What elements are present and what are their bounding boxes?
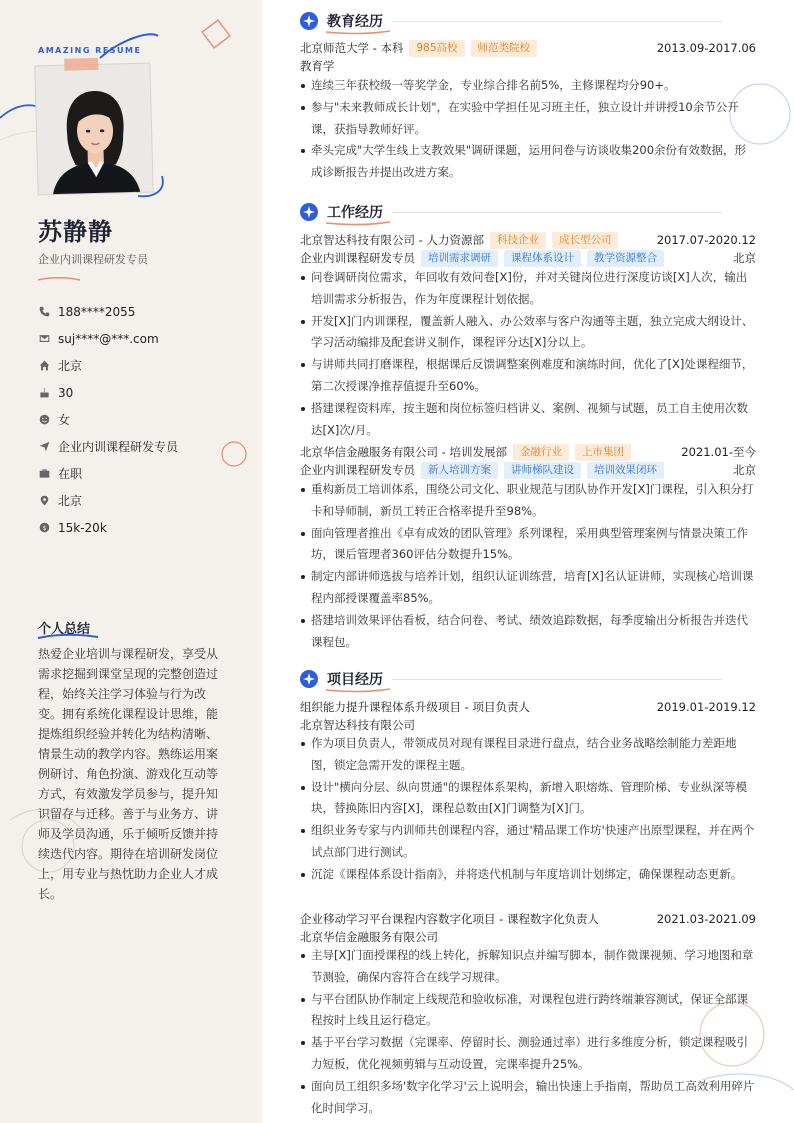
summary-text: 热爱企业培训与课程研发，享受从需求挖掘到课堂呈现的完整创造过程，始终关注学习体验与行为改变。拥有系统化课程设计思维，能提炼组织经验并转化为结构清晰、情景生动的教学内容。熟练运用案例研讨、角色扮演、游戏化互动等方式，有效激发学员参与，提升知识留存与迁移。善于与业务方、讲师及学员沟通，乐于倾听反馈并持续迭代内容。期待在培训研发岗位上，用专业与热忱助力企业人才成长。 <box>38 647 219 901</box>
education-major: 教育学 <box>300 59 335 73</box>
project-org: 北京华信金融服务有限公司 <box>300 930 438 944</box>
list-item: 问卷调研岗位需求，年回收有效问卷[X]份，并对关键岗位进行深度访谈[X]人次，输出培训需求分析报告，作为年度课程计划依据。 <box>300 267 756 311</box>
list-item: 牵头完成"大学生线上支教效果"调研课题，运用问卷与访谈收集200余份有效数据，形成诊断报告并提出改进方案。 <box>300 140 756 184</box>
list-item: 面向员工组织多场'数字化学习'云上说明会，输出快速上手指南，帮助员工高效利用碎片化时间学习。 <box>300 1076 756 1120</box>
info-home-text: 北京 <box>58 359 83 373</box>
list-item: 作为项目负责人，带领成员对现有课程目录进行盘点，结合业务战略绘制能力差距地图，锁定急需开发的课程主题。 <box>300 733 756 777</box>
list-item: 沉淀《课程体系设计指南》，并将迭代机制与年度培训计划绑定，确保课程动态更新。 <box>300 864 756 886</box>
projects-underline <box>326 687 390 693</box>
projects-rule <box>392 679 722 680</box>
job-position: 企业内训课程研发专员 <box>300 251 415 265</box>
info-email-text: suj****@***.com <box>58 331 159 346</box>
info-salary-text: 15k-20k <box>58 520 107 535</box>
project-bullets <box>300 733 756 886</box>
summary-underline <box>38 633 98 641</box>
svg-text:$: $ <box>42 524 46 532</box>
info-status-text: 在职 <box>58 467 83 481</box>
job-company-tag: 金融行业 <box>513 444 569 461</box>
education-title: 教育经历 <box>327 14 383 30</box>
cake-icon <box>38 387 50 399</box>
list-item: 搭建课程资料库，按主题和岗位标签归档讲义、案例、视频与试题，员工自主使用次数达[X]次/月。 <box>300 398 756 442</box>
info-gender-text: 女 <box>58 413 71 427</box>
work-title: 工作经历 <box>327 205 383 221</box>
project-org-row <box>300 716 756 734</box>
list-item: 重构新员工培训体系，围绕公司文化、职业规范与团队协作开发[X]门课程，引入积分打卡和导师制，新员工转正合格率提升至98%。 <box>300 479 756 523</box>
list-item: 搭建培训效果评估看板，结合问卷、考试、绩效追踪数据，每季度输出分析报告并迭代课程包。 <box>300 610 756 654</box>
list-item: 面向管理者推出《卓有成效的团队管理》系列课程，采用典型管理案例与情景决策工作坊，课后管理者360评估分数提升15%。 <box>300 523 756 567</box>
job-position: 企业内训课程研发专员 <box>300 463 415 477</box>
info-status <box>38 460 248 487</box>
candidate-role: 企业内训课程研发专员 <box>38 253 148 266</box>
job-skill-tag: 培训效果闭环 <box>587 462 664 479</box>
job-city: 北京 <box>733 463 756 477</box>
candidate-name: 苏静静 <box>38 218 113 246</box>
job-company-tag: 上市集团 <box>575 444 631 461</box>
project-name-row <box>300 698 756 716</box>
job-company: 北京华信金融服务有限公司 - 培训发展部 <box>300 445 507 459</box>
briefcase-icon <box>38 468 50 480</box>
info-phone <box>38 298 248 325</box>
role-underline <box>38 276 80 282</box>
section-star-icon <box>300 670 318 688</box>
project-org-row <box>300 928 756 946</box>
project-org: 北京智达科技有限公司 <box>300 718 415 732</box>
list-item: 设计"横向分层、纵向贯通"的课程体系架构，新增入职熔炼、管理阶梯、专业纵深等模块，替换陈旧内容[X]，课程总数由[X]门调整为[X]门。 <box>300 777 756 821</box>
job-skill-tag: 课程体系设计 <box>504 250 581 267</box>
education-tag: 师范类院校 <box>471 40 538 57</box>
job-company-row <box>300 231 756 249</box>
phone-icon <box>38 306 50 318</box>
job-skill-tag: 讲师梯队建设 <box>504 462 581 479</box>
money-icon <box>38 522 50 534</box>
project-name-row <box>300 910 756 928</box>
info-salary <box>38 514 248 541</box>
list-item: 主导[X]门面授课程的线上转化，拆解知识点并编写脚本，制作微课视频、学习地图和章节测验，确保内容符合在线学习规律。 <box>300 945 756 989</box>
job-company-tag: 成长型公司 <box>552 232 619 249</box>
job-skill-tag: 培训需求调研 <box>421 250 498 267</box>
education-rule <box>392 21 722 22</box>
project-period: 2019.01-2019.12 <box>656 700 756 714</box>
education-underline <box>326 29 390 35</box>
projects-title: 项目经历 <box>327 672 383 688</box>
work-underline <box>326 220 390 226</box>
education-school: 北京师范大学 - 本科 <box>300 41 404 55</box>
main-content <box>262 0 794 1123</box>
section-star-icon <box>300 203 318 221</box>
contact-info-list <box>38 298 248 541</box>
education-bullets <box>300 75 756 184</box>
job-bullets <box>300 479 756 653</box>
list-item: 与平台团队协作制定上线规范和验收标准，对课程包进行跨终端兼容测试，保证全部课程按时上线且运行稳定。 <box>300 989 756 1033</box>
work-rule <box>392 212 722 213</box>
send-icon <box>38 441 50 453</box>
brand-label: AMAZING RESUME <box>38 46 142 55</box>
job-bullets <box>300 267 756 441</box>
home-icon <box>38 360 50 372</box>
info-age-text: 30 <box>58 385 74 400</box>
list-item: 连续三年获校级一等奖学金，专业综合排名前5%，主修课程均分90+。 <box>300 75 756 97</box>
section-star-icon <box>300 12 318 30</box>
project-bullets <box>300 945 756 1119</box>
job-city: 北京 <box>733 251 756 265</box>
profile-photo <box>34 63 153 196</box>
info-phone-text: 188****2055 <box>58 304 136 319</box>
list-item: 制定内部讲师选拔与培养计划，组织认证训练营，培育[X]名认证讲师，实现核心培训课程内部授课覆盖率85%。 <box>300 566 756 610</box>
location-pin-icon <box>38 495 50 507</box>
info-email <box>38 325 248 352</box>
info-age <box>38 379 248 406</box>
info-target-role-text: 企业内训课程研发专员 <box>58 440 179 454</box>
info-home <box>38 352 248 379</box>
job-position-row <box>300 249 756 267</box>
profile-photo-frame <box>34 63 153 196</box>
photo-tape <box>64 58 98 71</box>
summary-title: 个人总结 <box>38 622 91 637</box>
project-period: 2021.03-2021.09 <box>656 912 756 926</box>
list-item: 开发[X]门内训课程，覆盖新人融入、办公效率与客户沟通等主题，独立完成大纲设计、学习活动编排及配套讲义制作，课程评分达[X]分以上。 <box>300 311 756 355</box>
info-target-role <box>38 433 248 460</box>
education-tag: 985高校 <box>409 40 464 57</box>
education-major-row <box>300 57 756 75</box>
job-skill-tag: 教学资源整合 <box>587 250 664 267</box>
job-period: 2017.07-2020.12 <box>656 233 756 247</box>
info-city <box>38 487 248 514</box>
info-gender <box>38 406 248 433</box>
face-icon <box>38 414 50 426</box>
project-name: 组织能力提升课程体系升级项目 - 项目负责人 <box>300 700 530 714</box>
info-city-text: 北京 <box>58 494 83 508</box>
job-period: 2021.01-至今 <box>681 445 756 459</box>
project-name: 企业移动学习平台课程内容数字化项目 - 课程数字化负责人 <box>300 912 599 926</box>
list-item: 参与"未来教师成长计划"，在实验中学担任见习班主任，独立设计并讲授10余节公开课，获指导教师好评。 <box>300 97 756 141</box>
job-position-row <box>300 461 756 479</box>
job-company-tag: 科技企业 <box>490 232 546 249</box>
list-item: 基于平台学习数据（完课率、停留时长、测验通过率）进行多维度分析，锁定课程吸引力短板，优化视频剪辑与互动设置，完课率提升25%。 <box>300 1032 756 1076</box>
mail-icon <box>38 333 50 345</box>
sidebar <box>0 0 262 1123</box>
job-company-row <box>300 443 756 461</box>
job-skill-tag: 新人培训方案 <box>421 462 498 479</box>
education-period: 2013.09-2017.06 <box>656 41 756 55</box>
list-item: 与讲师共同打磨课程，根据课后反馈调整案例难度和演练时间，优化了[X]处课程细节，第二次授课净推荐值提升至60%。 <box>300 354 756 398</box>
job-company: 北京智达科技有限公司 - 人力资源部 <box>300 233 484 247</box>
education-school-row <box>300 39 756 57</box>
list-item: 组织业务专家与内训师共创课程内容，通过'精品课工作坊'快速产出原型课程，并在两个试点部门进行测试。 <box>300 820 756 864</box>
